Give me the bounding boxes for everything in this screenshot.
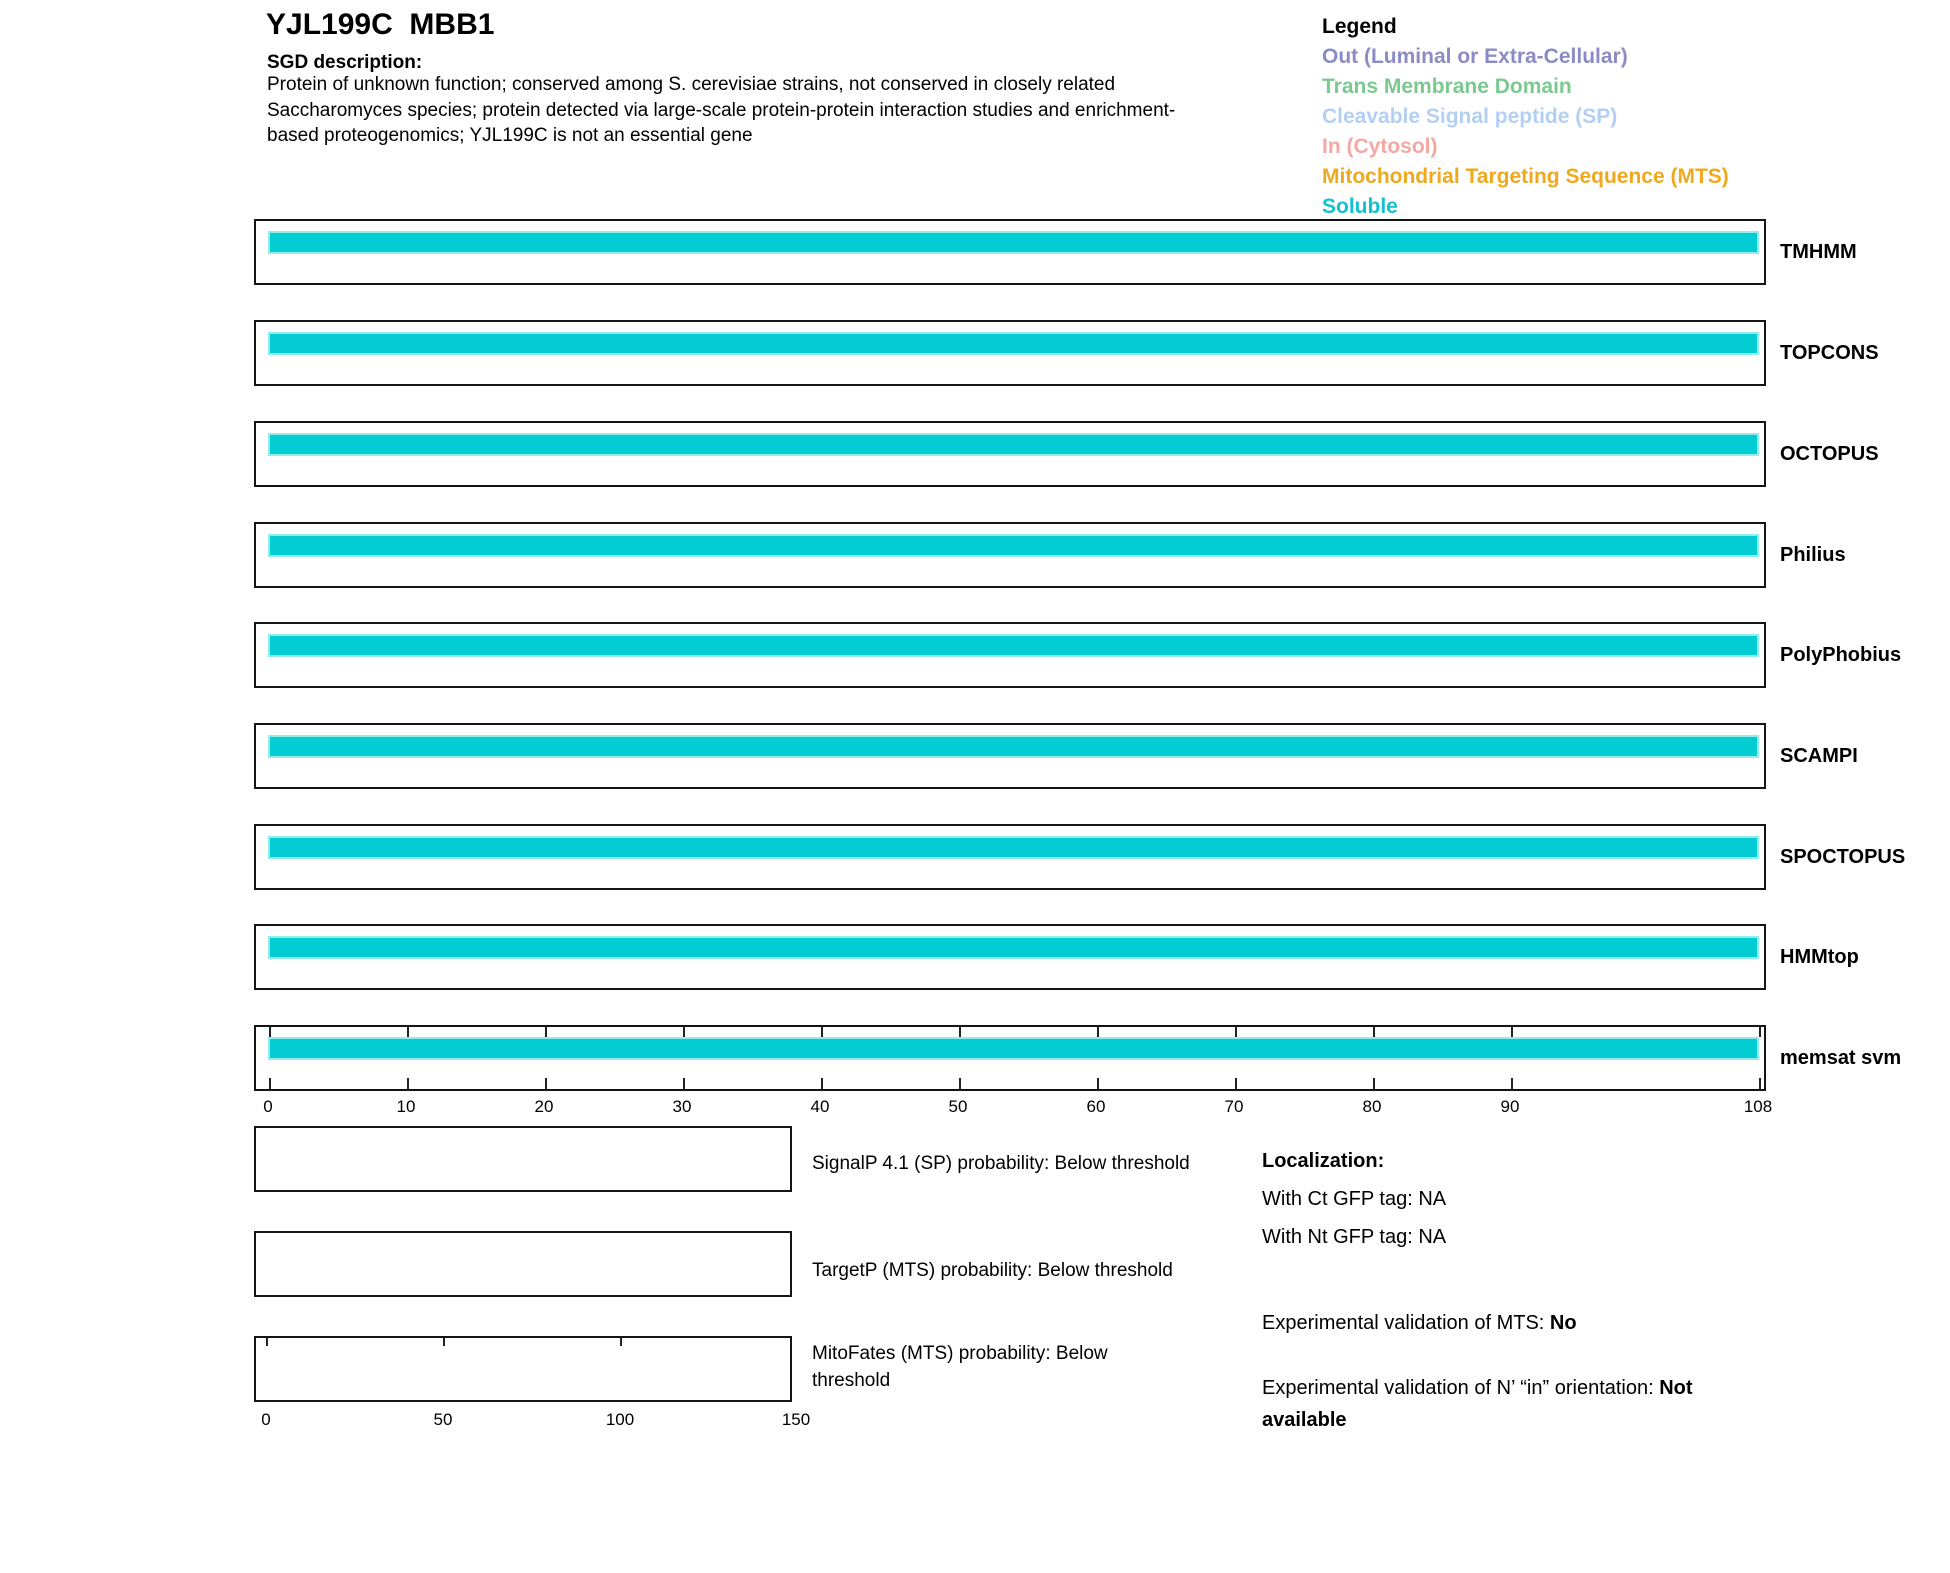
axis-tick <box>959 1078 961 1089</box>
track-label-hmmtop: HMMtop <box>1780 946 1859 968</box>
track-label-philius: Philius <box>1780 544 1846 566</box>
soluble-bar <box>268 332 1759 355</box>
axis-tick <box>269 1027 271 1037</box>
axis-tick <box>1235 1078 1237 1089</box>
x-axis-tick-label: 70 <box>1224 1097 1244 1116</box>
axis-tick <box>545 1027 547 1037</box>
sgd-description-heading: SGD description: <box>267 52 423 73</box>
axis-tick <box>1097 1027 1099 1037</box>
axis-tick <box>1235 1027 1237 1037</box>
x-axis-tick-label: 60 <box>1086 1097 1106 1116</box>
soluble-bar <box>268 634 1759 657</box>
axis-tick <box>620 1338 622 1346</box>
x-axis-tick-label: 90 <box>1500 1097 1520 1116</box>
axis-tick <box>407 1078 409 1089</box>
axis-tick <box>266 1338 268 1346</box>
track-label-tmhmm: TMHMM <box>1780 241 1857 263</box>
legend-entry-out: Out (Luminal or Extra-Cellular) <box>1322 45 1628 68</box>
track-hmmtop <box>254 924 1766 990</box>
x-axis-tick-label: 40 <box>810 1097 830 1116</box>
axis-tick <box>1511 1078 1513 1089</box>
soluble-bar <box>268 936 1759 959</box>
legend-title: Legend <box>1322 15 1397 38</box>
x-axis-tick-label: 10 <box>396 1097 416 1116</box>
axis-tick <box>821 1078 823 1089</box>
targetp-panel <box>254 1231 792 1297</box>
track-memsat-svm <box>254 1025 1766 1091</box>
soluble-bar <box>268 433 1759 456</box>
axis-tick <box>1759 1078 1761 1089</box>
axis-tick <box>407 1027 409 1037</box>
track-label-scampi: SCAMPI <box>1780 745 1858 767</box>
page-title: YJL199C MBB1 <box>266 8 495 41</box>
soluble-bar <box>268 735 1759 758</box>
mitofates-panel <box>254 1336 792 1402</box>
axis-tick <box>545 1078 547 1089</box>
localization-ct-gfp: With Ct GFP tag: NA <box>1262 1188 1447 1210</box>
legend <box>1322 12 1729 222</box>
track-label-polyphobius: PolyPhobius <box>1780 644 1902 666</box>
axis-tick <box>443 1338 445 1346</box>
axis-tick <box>959 1027 961 1037</box>
legend-entry-soluble: Soluble <box>1322 195 1398 218</box>
axis-tick <box>269 1078 271 1089</box>
soluble-bar <box>268 231 1759 254</box>
axis-tick <box>683 1027 685 1037</box>
axis-tick <box>821 1027 823 1037</box>
axis-tick <box>1373 1078 1375 1089</box>
localization-heading: Localization: <box>1262 1150 1385 1172</box>
track-label-topcons: TOPCONS <box>1780 342 1879 364</box>
x-axis-tick-label: 80 <box>1362 1097 1382 1116</box>
orientation-validation-value: Not available <box>1262 1377 1693 1431</box>
track-tmhmm <box>254 219 1766 285</box>
track-polyphobius <box>254 622 1766 688</box>
x-axis-tick-label: 50 <box>948 1097 968 1116</box>
soluble-bar <box>268 836 1759 859</box>
prob-axis-tick-label: 100 <box>605 1410 635 1429</box>
localization-nt-gfp: With Nt GFP tag: NA <box>1262 1226 1447 1248</box>
axis-tick <box>1097 1078 1099 1089</box>
legend-entry-mts: Mitochondrial Targeting Sequence (MTS) <box>1322 165 1729 188</box>
legend-entry-transmembrane: Trans Membrane Domain <box>1322 75 1572 98</box>
legend-entry-signal-peptide: Cleavable Signal peptide (SP) <box>1322 105 1618 128</box>
track-label-spoctopus: SPOCTOPUS <box>1780 846 1906 868</box>
soluble-bar <box>268 1037 1759 1060</box>
track-label-memsat-svm: memsat svm <box>1780 1047 1902 1069</box>
track-label-octopus: OCTOPUS <box>1780 443 1879 465</box>
signalp-label: SignalP 4.1 (SP) probability: Below threshold <box>812 1153 1190 1174</box>
track-octopus <box>254 421 1766 487</box>
mitofates-label: MitoFates (MTS) probability: Below threshold <box>812 1343 1108 1391</box>
targetp-label: TargetP (MTS) probability: Below threshold <box>812 1260 1173 1281</box>
soluble-bar <box>268 534 1759 557</box>
track-philius <box>254 522 1766 588</box>
x-axis-tick-label: 108 <box>1743 1097 1773 1116</box>
orientation-validation-line <box>1262 1372 1782 1436</box>
axis-tick <box>1373 1027 1375 1037</box>
mts-validation-value: No <box>1549 1312 1577 1334</box>
x-axis-tick-label: 20 <box>534 1097 554 1116</box>
track-topcons <box>254 320 1766 386</box>
signalp-panel <box>254 1126 792 1192</box>
prob-axis-tick-label: 50 <box>433 1410 453 1429</box>
mts-validation-text: Experimental validation of MTS: <box>1262 1312 1550 1334</box>
x-axis-tick-label: 30 <box>672 1097 692 1116</box>
track-scampi <box>254 723 1766 789</box>
prob-axis-tick-label: 0 <box>261 1410 271 1429</box>
orientation-validation-text: Experimental validation of N’ “in” orientation: <box>1262 1377 1660 1399</box>
axis-tick <box>1511 1027 1513 1037</box>
axis-tick <box>1759 1027 1761 1037</box>
mts-validation-line <box>1262 1312 1577 1335</box>
track-spoctopus <box>254 824 1766 890</box>
x-axis-tick-label: 0 <box>263 1097 273 1116</box>
prob-axis-tick-label: 150 <box>781 1410 811 1429</box>
legend-entry-in-cytosol: In (Cytosol) <box>1322 135 1438 158</box>
sgd-description-text: Protein of unknown function; conserved among S. cerevisiae strains, not conserved in closely related Saccharomyces species; protein detected via large-scale protein-protein interaction studies and enrichment-based proteogenomics; YJL199C is not an essential gene <box>267 74 1176 146</box>
axis-tick <box>683 1078 685 1089</box>
